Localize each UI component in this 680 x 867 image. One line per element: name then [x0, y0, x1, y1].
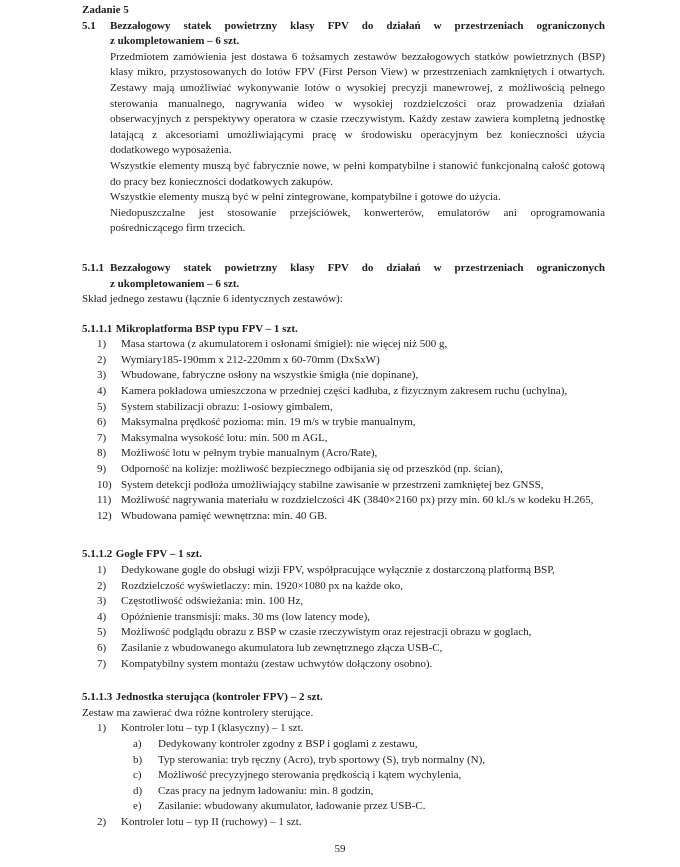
- list-item-text: Możliwość lotu w pełnym trybie manualnym (Acro/Rate),: [121, 447, 378, 460]
- list-item-marker: 2): [97, 579, 107, 592]
- subsection-5-1-1-3: [82, 690, 605, 830]
- subsection-5-1-1-2: [82, 547, 605, 672]
- list-item-text: Dedykowany kontroler zgodny z BSP i goglami z zestawu,: [158, 737, 418, 750]
- controller-intro: Zestaw ma zawierać dwa różne kontrolery sterujące.: [82, 706, 314, 719]
- subsection-number: 5.1.1.3: [82, 691, 113, 704]
- list-item: [97, 509, 605, 525]
- list-item-marker: 4): [97, 610, 107, 623]
- section-title: [110, 261, 605, 292]
- spec-list: [82, 337, 605, 524]
- list-item: [97, 579, 605, 595]
- list-item-marker: 8): [97, 447, 107, 460]
- subsection-number: 5.1.1.2: [82, 548, 113, 561]
- list-item-marker: 10): [97, 478, 112, 491]
- list-item-marker: e): [133, 800, 142, 813]
- list-item-text: Czas pracy na jednym ładowaniu: min. 8 godzin,: [158, 784, 374, 797]
- list-item: [97, 563, 605, 579]
- list-item: [97, 446, 605, 462]
- list-item-text: Rozdzielczość wyświetlaczy: min. 1920×1080 px na każde oko,: [121, 579, 404, 592]
- list-item: [133, 784, 605, 800]
- subsection-heading: [82, 547, 605, 563]
- section-title-line: z ukompletowaniem – 6 szt.: [110, 277, 240, 290]
- list-item-marker: 12): [97, 509, 112, 522]
- list-item: [97, 431, 605, 447]
- list-item-text: Kamera pokładowa umieszczona w przedniej części kadłuba, z fizycznym zakresem ruchu (uchylna),: [121, 385, 568, 398]
- list-item-text: Zasilanie: wbudowany akumulator, ładowanie przez USB-C.: [158, 800, 426, 813]
- list-item-text: Opóźnienie transmisji: maks. 30 ms (low latency mode),: [121, 610, 370, 623]
- list-item-text: Kontroler lotu – typ II (ruchowy) – 1 szt.: [121, 815, 302, 828]
- section-5-1-1-intro: Skład jednego zestawu (łącznie 6 identycznych zestawów):: [82, 293, 343, 306]
- list-item-text: System detekcji podłoża umożliwiający stabilne zawisanie w przestrzeni zamkniętej bez GNSS,: [121, 478, 544, 491]
- task-title: Zadanie 5: [82, 4, 129, 16]
- list-item-text: Maksymalna wysokość lotu: min. 500 m AGL,: [121, 431, 328, 444]
- list-item-marker: 6): [97, 641, 107, 654]
- list-item: [133, 768, 605, 784]
- section-title-line: Bezzałogowy statek powietrzny klasy FPV do działań w przestrzeniach ograniczonych: [110, 261, 605, 274]
- page-number: 59: [334, 843, 346, 856]
- list-item: [97, 462, 605, 478]
- list-item: [97, 415, 605, 431]
- list-item-text: Wbudowana pamięć wewnętrzna: min. 40 GB.: [121, 509, 328, 522]
- list-item-text: Odporność na kolizje: możliwość bezpiecznego odbijania się od przeszkód (np. ścian),: [121, 463, 503, 476]
- list-item-marker: 1): [97, 564, 107, 576]
- subsection-heading: [82, 690, 605, 706]
- list-item: [97, 721, 605, 737]
- list-item-marker: a): [133, 737, 142, 750]
- list-item-marker: 9): [97, 463, 107, 476]
- list-item: [97, 478, 605, 494]
- list-item: [97, 353, 605, 369]
- list-item-text: Maksymalna prędkość pozioma: min. 19 m/s w trybie manualnym,: [121, 416, 416, 429]
- list-item: [97, 400, 605, 416]
- list-item-marker: 5): [97, 626, 107, 639]
- list-item-text: Wbudowane, fabryczne osłony na wszystkie śmigła (nie dopinane),: [121, 369, 419, 382]
- list-item-marker: 2): [97, 353, 107, 366]
- list-item-text: Masa startowa (z akumulatorem i osłonami śmigieł): nie więcej niż 500 g,: [121, 338, 448, 351]
- section-5-1-body: [82, 50, 605, 237]
- section-number: 5.1: [82, 19, 96, 32]
- list-item: [97, 625, 605, 641]
- section-title-line: Bezzałogowy statek powietrzny klasy FPV do działań w przestrzeniach ograniczonych: [110, 19, 605, 32]
- list-item-marker: 11): [97, 494, 112, 507]
- subsection-title: Mikroplatforma BSP typu FPV – 1 szt.: [115, 322, 298, 335]
- subsection-heading: [82, 322, 605, 338]
- list-item: [97, 610, 605, 626]
- list-item: [97, 641, 605, 657]
- section-5-1-1-heading: [82, 261, 605, 292]
- list-item-text: Możliwość podglądu obrazu z BSP w czasie rzeczywistym oraz rejestracji obrazu w goglach,: [121, 626, 532, 639]
- section-title: [110, 19, 605, 50]
- list-item-marker: 3): [97, 369, 107, 382]
- section-number: 5.1.1: [82, 261, 104, 274]
- subsection-title: Gogle FPV – 1 szt.: [115, 548, 203, 561]
- list-item: [97, 337, 605, 353]
- list-item-text: Dedykowane gogle do obsługi wizji FPV, współpracujące wyłącznie z dostarczoną platformą BSP,: [121, 564, 555, 576]
- section-title-line: z ukompletowaniem – 6 szt.: [110, 35, 240, 48]
- list-item: [97, 384, 605, 400]
- paragraph: Wszystkie elementy muszą być fabrycznie nowe, w pełni kompatybilne i stanowić funkcjonalną całość gotową do pracy bez konieczności dodatkowych zakupów.: [110, 159, 605, 188]
- list-item-text: Częstotliwość odświeżania: min. 100 Hz,: [121, 595, 304, 608]
- list-item: [97, 815, 605, 831]
- list-item-marker: 1): [97, 338, 107, 351]
- subsection-5-1-1-1: [82, 322, 605, 525]
- list-item-text: Wymiary185-190mm x 212-220mm x 60-70mm (DxSxW): [121, 353, 380, 366]
- list-item-marker: 2): [97, 815, 107, 828]
- list-item-text: Kontroler lotu – typ I (klasyczny) – 1 szt.: [121, 722, 304, 735]
- list-item: [97, 368, 605, 384]
- list-item: [133, 737, 605, 753]
- spec-list: [82, 721, 605, 830]
- list-item-text: Kompatybilny system montażu (zestaw uchwytów dołączony osobno).: [121, 657, 433, 670]
- paragraph: Niedopuszczalne jest stosowanie przejściówek, konwerterów, emulatorów ani oprogramowania pośredniczącego firm trzecich.: [110, 206, 605, 235]
- list-item-marker: b): [133, 753, 143, 766]
- paragraph: Wszystkie elementy muszą być w pełni zintegrowane, kompatybilne i gotowe do użycia.: [110, 191, 501, 204]
- spec-list: [82, 563, 605, 672]
- list-item-marker: c): [133, 769, 142, 782]
- list-item: [97, 594, 605, 610]
- list-item-text: Zasilanie z wbudowanego akumulatora lub zewnętrznego złącza USB-C,: [121, 641, 443, 654]
- list-item-marker: 3): [97, 595, 107, 608]
- list-item-marker: 5): [97, 400, 107, 413]
- list-item-marker: 1): [97, 722, 107, 735]
- list-item: [97, 493, 605, 509]
- list-item-text: System stabilizacji obrazu: 1-osiowy gimbalem,: [121, 400, 333, 413]
- list-item-marker: 4): [97, 385, 107, 398]
- subsection-number: 5.1.1.1: [82, 322, 113, 335]
- subsection-title: Jednostka sterująca (kontroler FPV) – 2 szt.: [115, 691, 323, 704]
- list-item-marker: 6): [97, 416, 107, 429]
- list-item-text: Typ sterowania: tryb ręczny (Acro), tryb sportowy (S), tryb normalny (N),: [158, 753, 486, 766]
- list-item-marker: d): [133, 784, 143, 797]
- list-item: [133, 799, 605, 815]
- list-item-text: Możliwość nagrywania materiału w rozdzielczości 4K (3840×2160 px) przy min. 60 kl./s w kodeku H.265,: [121, 494, 594, 507]
- list-item: [97, 657, 605, 673]
- list-item: [133, 753, 605, 769]
- list-item-marker: 7): [97, 657, 107, 670]
- list-item-marker: 7): [97, 431, 107, 444]
- paragraph: Przedmiotem zamówienia jest dostawa 6 tożsamych zestawów bezzałogowych statków powietrznych (BSP) klasy mikro, przystosowanych do lotów FPV (First Person View) w przestrzeniach zamkniętych i otwartych. Zestawy mają umożliwiać wykonywanie lotów o wysokiej precyzji manewrowej, z możliwością pełnego sterowania manualnego, nagrywania wideo w wysokiej rozdzielczości oraz prowadzenia działań obserwacyjnych z perspektywy operatora w czasie rzeczywistym. Każdy zestaw zawiera kompletną jednostkę latającą z akcesoriami umożliwiającymi pracę w środowisku operacyjnym bez konieczności użycia dodatkowego wyposażenia.: [110, 50, 605, 157]
- section-5-1-heading: [82, 19, 605, 50]
- list-item-text: Możliwość precyzyjnego sterowania prędkością i kątem wychylenia,: [158, 769, 462, 782]
